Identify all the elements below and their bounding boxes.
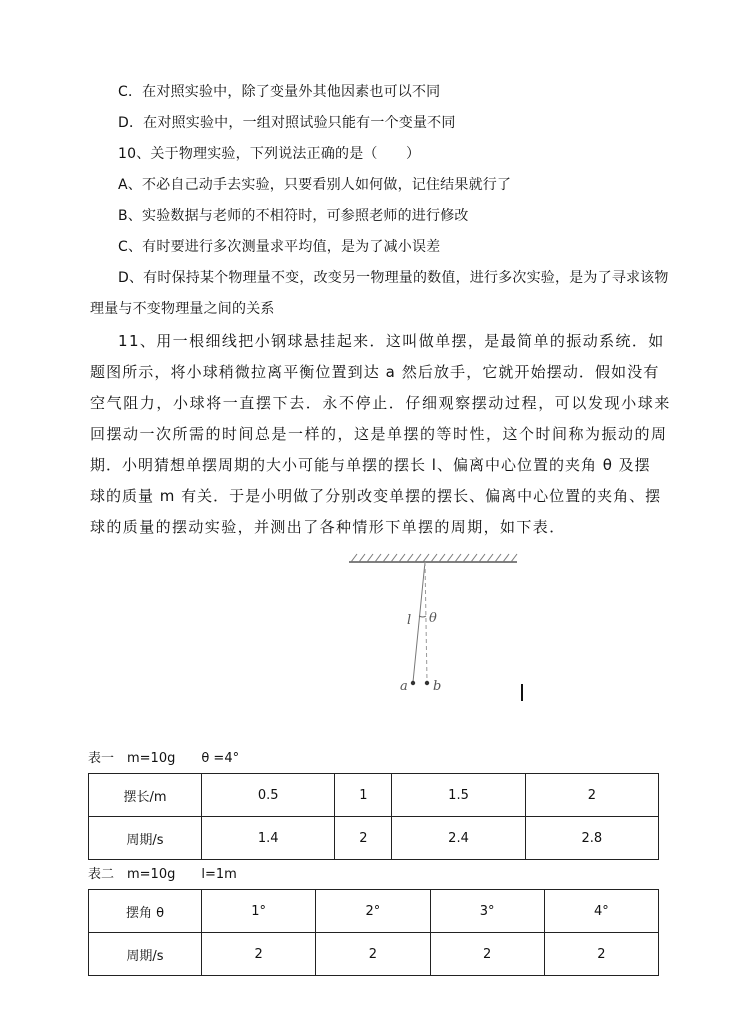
table1 xyxy=(88,773,659,860)
q9-option-c: C．在对照实验中，除了变量外其他因素也可以不同 xyxy=(118,84,441,100)
q10-option-d-line2: 理量与不变物理量之间的关系 xyxy=(90,301,275,317)
table-cell: 0.5 xyxy=(202,774,335,817)
table-cell: 2 xyxy=(335,817,392,860)
table2-angle-header: 摆角 θ xyxy=(89,890,202,933)
q11-line-6: 球的质量 m 有关．于是小明做了分别改变单摆的摆长、偏离中心位置的夹角、摆 xyxy=(90,487,662,505)
q9-option-d: D．在对照实验中，一组对照试验只能有一个变量不同 xyxy=(118,115,456,131)
q11-line-5: 期．小明猜想单摆周期的大小可能与单摆的摆长 l、偏离中心位置的夹角 θ 及摆 xyxy=(90,456,651,474)
table-cell: 2° xyxy=(316,890,430,933)
ball-position-a xyxy=(411,681,415,685)
table2-period-header: 周期/s xyxy=(89,933,202,976)
q11-line-1: 11、用一根细线把小钢球悬挂起来．这叫做单摆，是最简单的振动系统．如 xyxy=(118,332,665,350)
q10-option-a: A、不必自己动手去实验，只要看别人如何做，记住结果就行了 xyxy=(118,177,512,193)
table1-length-header: 摆长/m xyxy=(89,774,202,817)
table-cell: 4° xyxy=(544,890,658,933)
table-cell: 2.8 xyxy=(525,817,658,860)
label-theta: θ xyxy=(429,611,437,626)
table-cell: 2.4 xyxy=(392,817,525,860)
table2-caption: 表二 m=10g l=1m xyxy=(88,867,237,882)
q11-line-7: 球的质量的摆动实验，并测出了各种情形下单摆的周期，如下表． xyxy=(90,518,566,536)
table-row xyxy=(89,933,659,976)
table2 xyxy=(88,889,659,976)
text-cursor-mark xyxy=(521,684,523,701)
table1-caption: 表一 m=10g θ =4° xyxy=(88,751,240,766)
table1-period-header: 周期/s xyxy=(89,817,202,860)
table-cell: 1.4 xyxy=(202,817,335,860)
table-row xyxy=(89,817,659,860)
table-cell: 3° xyxy=(430,890,544,933)
label-l: l xyxy=(407,613,412,628)
label-b: b xyxy=(433,679,442,694)
q10-option-b: B、实验数据与老师的不相符时，可参照老师的进行修改 xyxy=(118,208,469,224)
table-cell: 2 xyxy=(202,933,316,976)
table-cell: 2 xyxy=(525,774,658,817)
table-cell: 2 xyxy=(430,933,544,976)
table-row xyxy=(89,890,659,933)
q11-line-4: 回摆动一次所需的时间总是一样的，这是单摆的等时性，这个时间称为振动的周 xyxy=(90,425,668,443)
q11-line-3: 空气阻力，小球将一直摆下去．永不停止．仔细观察摆动过程，可以发现小球来 xyxy=(90,394,672,412)
q10-option-c: C、有时要进行多次测量求平均值，是为了减小误差 xyxy=(118,239,441,255)
pendulum-string xyxy=(413,562,425,682)
q10-stem: 10、关于物理实验，下列说法正确的是（ ） xyxy=(118,146,421,162)
label-a: a xyxy=(400,679,408,694)
vertical-reference-line xyxy=(425,562,427,682)
pendulum-figure xyxy=(345,548,525,698)
table-cell: 1.5 xyxy=(392,774,525,817)
q10-option-d-line1: D、有时保持某个物理量不变，改变另一物理量的数值，进行多次实验，是为了寻求该物 xyxy=(118,270,669,286)
table-cell: 2 xyxy=(316,933,430,976)
table-cell: 2 xyxy=(544,933,658,976)
table-row xyxy=(89,774,659,817)
ceiling-hatching xyxy=(351,554,517,562)
q11-line-2: 题图所示，将小球稍微拉离平衡位置到达 a 然后放手，它就开始摆动．假如没有 xyxy=(90,363,660,381)
ball-position-b xyxy=(425,681,429,685)
angle-arc xyxy=(419,616,426,617)
table-cell: 1° xyxy=(202,890,316,933)
table-cell: 1 xyxy=(335,774,392,817)
